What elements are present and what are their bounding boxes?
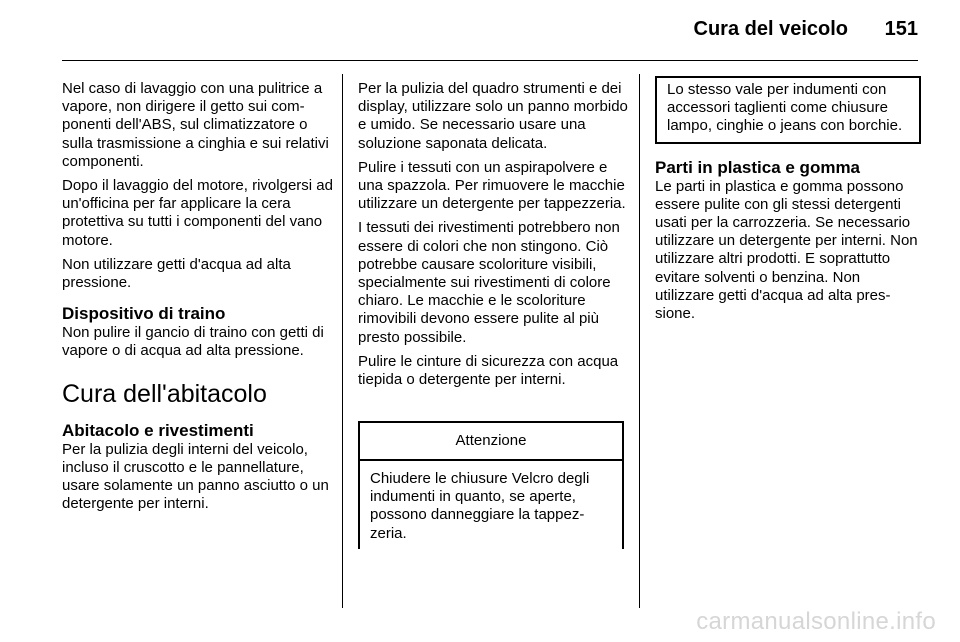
- continued-warning-box: [655, 76, 921, 144]
- column-2: [358, 80, 630, 395]
- page-number: 151: [884, 18, 918, 40]
- watermark: carmanualsonline.info: [696, 608, 936, 635]
- paragraph-steam-cleaner: Nel caso di lavaggio con una pulitrice a vapore, non dirigere il getto sui componenti dell'ABS, sul climatizzatore o sulla trasmissione a cinghia e sui relativi componenti.: [62, 80, 329, 170]
- paragraph-upholstery-colors: I tessuti dei rivestimenti potrebbero non essere di colori che non stingono. Ciò potrebbe causare scoloriture visibili, specialmente sui rivestimenti di colore chiaro. Le macchie e le scoloriture rimovibili devono essere pulite al più presto possibile.: [358, 219, 620, 346]
- header-divider: [62, 60, 918, 61]
- continued-warning-text: Lo stesso vale per indumenti con accessori taglienti come chiusure lampo, cinghie o jeans con borchie.: [667, 81, 903, 135]
- paragraph-seat-belts: Pulire le cinture di sicurezza con acqua tiepida o detergente per interni.: [358, 352, 619, 389]
- warning-text: Chiudere le chiusure Velcro degli indumenti in quanto, se aperte, possono danneggiare la tappezzeria.: [370, 470, 590, 542]
- heading-interior-upholstery: Abitacolo e rivestimenti: [62, 420, 254, 440]
- paragraph-high-pressure: Non utilizzare getti d'acqua ad alta pressione.: [62, 255, 291, 292]
- running-header-title: Cura del veicolo: [693, 18, 848, 40]
- paragraph-instrument-panel: Per la pulizia del quadro strumenti e dei display, utilizzare solo un panno morbido e umido. Se necessario usare una soluzione saponata delicata.: [358, 80, 628, 152]
- column-1: [62, 80, 334, 519]
- heading-towing-device: Dispositivo di traino: [62, 304, 226, 324]
- paragraph-interior-cleaning: Per la pulizia degli interni del veicolo, incluso il cruscotto e le pannellature, usare solamente un panno asciutto o un detergente per interni.: [62, 440, 329, 513]
- heading-plastic-rubber: Parti in plastica e gomma: [655, 157, 861, 177]
- column-divider-2: [639, 74, 640, 608]
- paragraph-plastic-rubber: Le parti in plastica e gomma possono essere pulite con gli stessi detergenti usati per la carrozzeria. Se necessario utilizzare un detergente per interni. Non utilizzare altri prodotti. E soprattutto evitare solventi o benzina. Non utilizzare getti d'acqua ad alta pressione.: [655, 177, 918, 323]
- paragraph-engine-wash: Dopo il lavaggio del motore, rivolgersi ad un'officina per far applicare la cera protettiva su tutti i componenti del vano motore.: [62, 177, 333, 249]
- warning-box: [358, 421, 624, 549]
- paragraph-towing-device: Non pulire il gancio di traino con getti di vapore o di acqua ad alta pressione.: [62, 324, 324, 360]
- warning-title: Attenzione: [360, 423, 622, 461]
- heading-interior-care: Cura dell'abitacolo: [62, 379, 267, 408]
- paragraph-fabrics: Pulire i tessuti con un aspirapolvere e una spazzola. Per rimuovere le macchie utilizzare un detergente per tappezzeria.: [358, 158, 626, 213]
- column-divider-1: [342, 74, 343, 608]
- column-3: [655, 80, 921, 329]
